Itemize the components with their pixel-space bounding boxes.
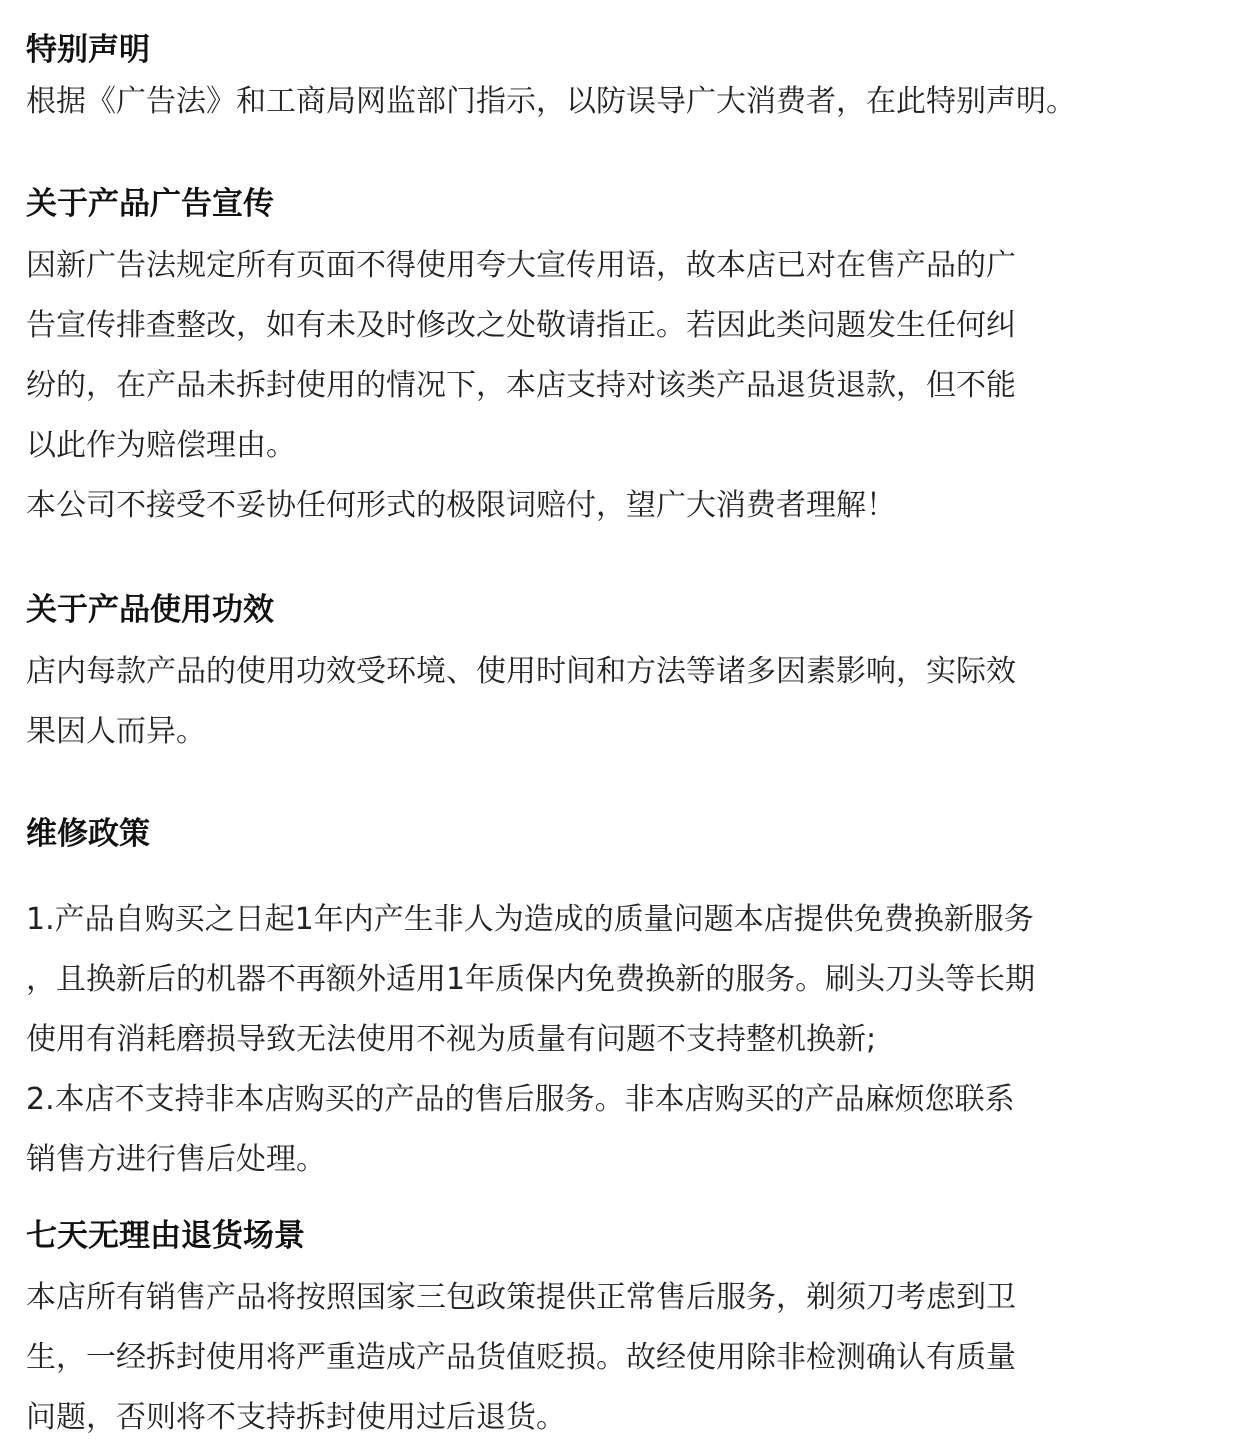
section-body — [26, 890, 1216, 1190]
section-advertising — [26, 184, 1216, 536]
section-heading: 七天无理由退货场景 — [26, 1218, 305, 1254]
body-line: 本店所有销售产品将按照国家三包政策提供正常售后服务，剃须刀考虑到卫 — [26, 1280, 1016, 1315]
section-repair-policy — [26, 814, 1216, 1190]
section-body — [26, 642, 1216, 762]
body-line: 问题，否则将不支持拆封使用过后退货。 — [26, 1400, 566, 1435]
section-body — [26, 236, 1216, 536]
section-heading: 关于产品使用功效 — [26, 592, 274, 628]
body-line: 2.本店不支持非本店购买的产品的售后服务。非本店购买的产品麻烦您联系 — [26, 1082, 1015, 1117]
body-line: 以此作为赔偿理由。 — [26, 428, 296, 463]
body-line: 生，一经拆封使用将严重造成产品货值贬损。故经使用除非检测确认有质量 — [26, 1340, 1016, 1375]
policy-document — [26, 30, 1216, 1448]
section-special-statement — [26, 30, 1216, 130]
body-line: 告宣传排查整改，如有未及时修改之处敬请指正。若因此类问题发生任何纠 — [26, 308, 1016, 343]
body-line: 果因人而异。 — [26, 714, 206, 749]
section-body — [26, 74, 1216, 130]
body-line: 因新广告法规定所有页面不得使用夸大宣传用语，故本店已对在售产品的广 — [26, 248, 1016, 283]
body-line: 纷的，在产品未拆封使用的情况下，本店支持对该类产品退货退款，但不能 — [26, 368, 1016, 403]
body-line: 1.产品自购买之日起1年内产生非人为造成的质量问题本店提供免费换新服务 — [26, 902, 1034, 937]
section-seven-day-return — [26, 1216, 1216, 1448]
section-efficacy — [26, 590, 1216, 762]
section-heading: 特别声明 — [26, 32, 150, 68]
body-line: 销售方进行售后处理。 — [26, 1142, 326, 1177]
body-line: 使用有消耗磨损导致无法使用不视为质量有问题不支持整机换新; — [26, 1022, 877, 1057]
section-heading: 维修政策 — [26, 816, 150, 852]
section-body — [26, 1268, 1216, 1448]
body-line: 根据《广告法》和工商局网监部门指示，以防误导广大消费者，在此特别声明。 — [26, 84, 1076, 119]
body-line: ，且换新后的机器不再额外适用1年质保内免费换新的服务。刷头刀头等长期 — [26, 962, 1036, 997]
body-line: 本公司不接受不妥协任何形式的极限词赔付，望广大消费者理解！ — [26, 488, 896, 523]
body-line: 店内每款产品的使用功效受环境、使用时间和方法等诸多因素影响，实际效 — [26, 654, 1016, 689]
section-heading: 关于产品广告宣传 — [26, 186, 274, 222]
